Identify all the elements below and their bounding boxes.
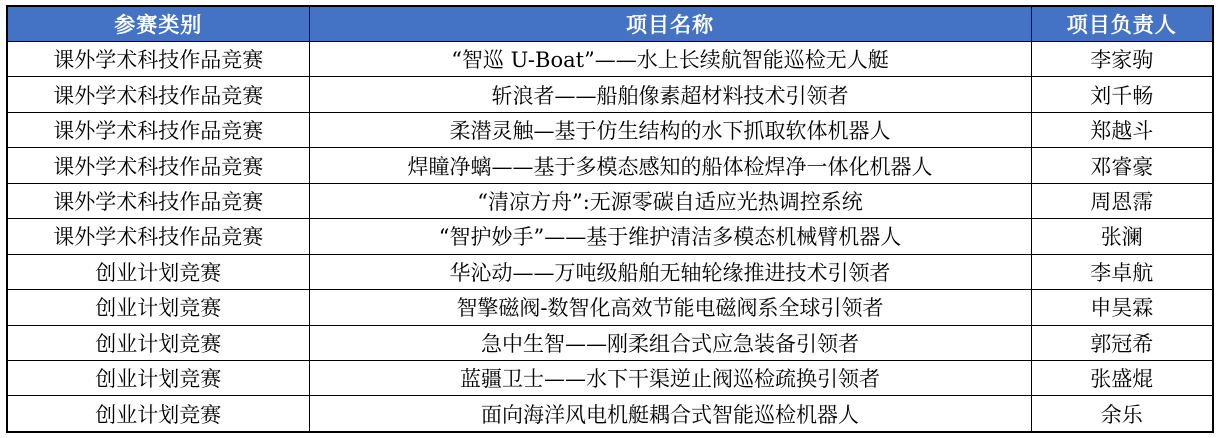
- cell-project-name: 华沁动——万吨级船舶无轴轮缘推进技术引领者: [309, 254, 1031, 289]
- cell-category: 课外学术科技作品竞赛: [7, 148, 309, 183]
- table-row: [7, 148, 1213, 183]
- table-row: [7, 360, 1213, 395]
- cell-project-name: “清凉方舟”:无源零碳自适应光热调控系统: [309, 183, 1031, 218]
- cell-project-leader: 余乐: [1031, 396, 1213, 432]
- cell-category: 课外学术科技作品竞赛: [7, 112, 309, 147]
- cell-project-name: 面向海洋风电机艇耦合式智能巡检机器人: [309, 396, 1031, 432]
- table-body: [7, 42, 1213, 433]
- cell-project-name: 柔潜灵触—基于仿生结构的水下抓取软体机器人: [309, 112, 1031, 147]
- cell-project-name: 急中生智——刚柔组合式应急装备引领者: [309, 325, 1031, 360]
- cell-category: 创业计划竞赛: [7, 360, 309, 395]
- cell-category: 课外学术科技作品竞赛: [7, 77, 309, 112]
- table-row: [7, 183, 1213, 218]
- table-row: [7, 112, 1213, 147]
- cell-project-leader: 张澜: [1031, 219, 1213, 254]
- cell-category: 创业计划竞赛: [7, 396, 309, 432]
- table-row: [7, 77, 1213, 112]
- column-header-project-leader: 项目负责人: [1031, 6, 1213, 42]
- cell-category: 课外学术科技作品竞赛: [7, 219, 309, 254]
- cell-project-name: “智护妙手”——基于维护清洁多模态机械臂机器人: [309, 219, 1031, 254]
- cell-project-name: 焊瞳净螭——基于多模态感知的船体检焊净一体化机器人: [309, 148, 1031, 183]
- cell-project-leader: 周恩霈: [1031, 183, 1213, 218]
- table-row: [7, 42, 1213, 77]
- cell-project-leader: 邓睿豪: [1031, 148, 1213, 183]
- cell-project-name: 蓝疆卫士——水下干渠逆止阀巡检疏换引领者: [309, 360, 1031, 395]
- table-row: [7, 290, 1213, 325]
- cell-project-name: 斩浪者——船舶像素超材料技术引领者: [309, 77, 1031, 112]
- cell-category: 创业计划竞赛: [7, 325, 309, 360]
- cell-project-leader: 刘千畅: [1031, 77, 1213, 112]
- cell-category: 创业计划竞赛: [7, 290, 309, 325]
- cell-category: 课外学术科技作品竞赛: [7, 42, 309, 77]
- cell-project-leader: 郑越斗: [1031, 112, 1213, 147]
- header-row: [7, 6, 1213, 42]
- cell-project-leader: 申昊霖: [1031, 290, 1213, 325]
- column-header-category: 参赛类别: [7, 6, 309, 42]
- cell-category: 创业计划竞赛: [7, 254, 309, 289]
- table-row: [7, 254, 1213, 289]
- table-header: [7, 6, 1213, 42]
- competition-projects-table: [6, 5, 1214, 433]
- cell-project-leader: 张盛焜: [1031, 360, 1213, 395]
- table-row: [7, 396, 1213, 432]
- cell-project-leader: 郭冠希: [1031, 325, 1213, 360]
- column-header-project-name: 项目名称: [309, 6, 1031, 42]
- cell-project-name: 智擎磁阀-数智化高效节能电磁阀系全球引领者: [309, 290, 1031, 325]
- cell-category: 课外学术科技作品竞赛: [7, 183, 309, 218]
- cell-project-leader: 李卓航: [1031, 254, 1213, 289]
- table-row: [7, 325, 1213, 360]
- cell-project-leader: 李家驹: [1031, 42, 1213, 77]
- table-row: [7, 219, 1213, 254]
- cell-project-name: “智巡 U-Boat”——水上长续航智能巡检无人艇: [309, 42, 1031, 77]
